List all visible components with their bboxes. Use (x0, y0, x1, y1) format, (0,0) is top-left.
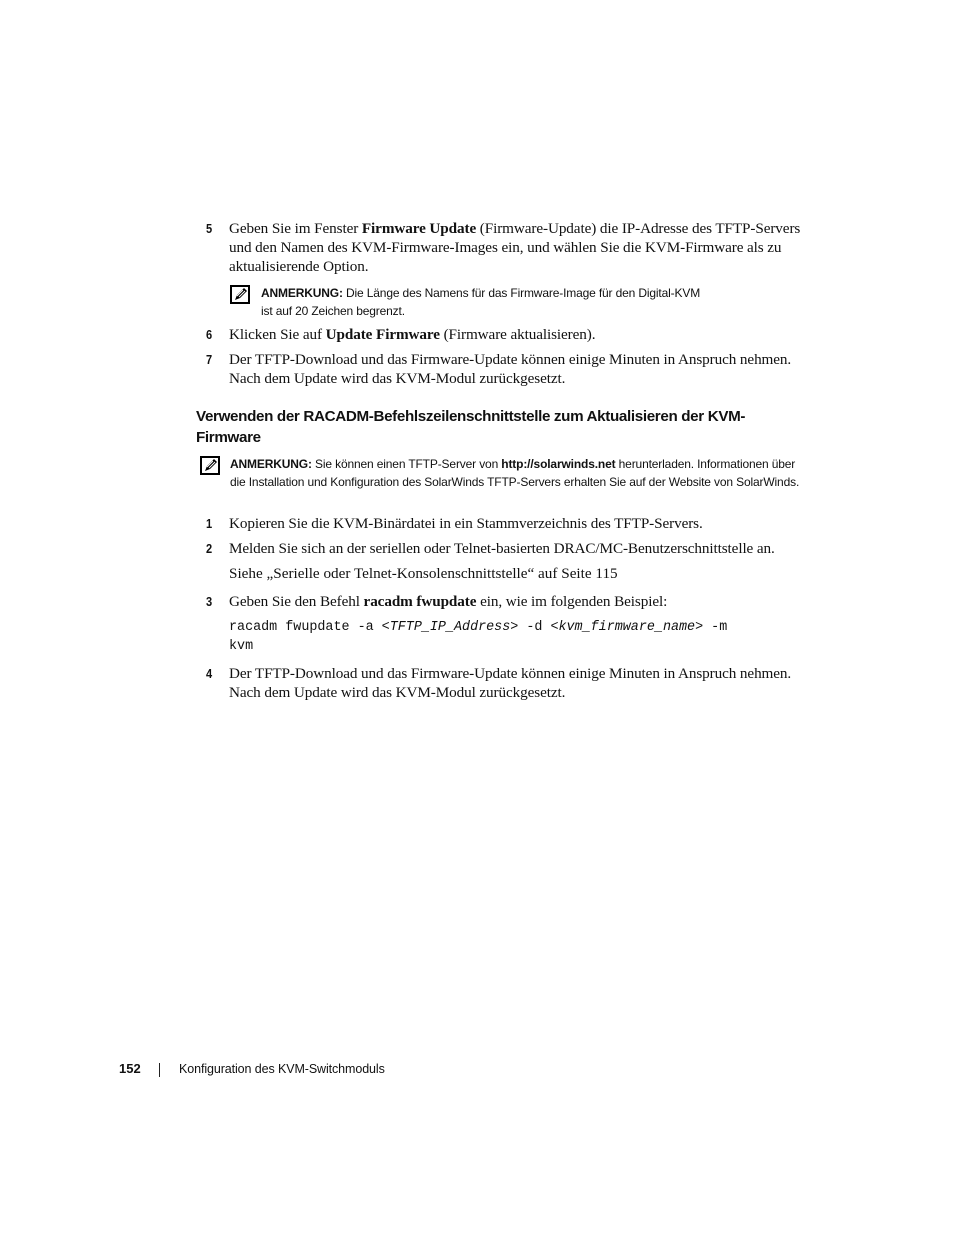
code-variable-firmware-name: kvm_firmware_name (558, 620, 696, 635)
note-firmware-name-length: ANMERKUNG: Die Länge des Namens für das Firmware-Image für den Digital-KVM ist auf 20 Zeichen begrenzt. (261, 286, 701, 318)
step-5 (206, 219, 816, 276)
step-text: Der TFTP-Download und das Firmware-Update können einige Minuten in Anspruch nehmen. Nach dem Update wird das KVM-Modul zurückgesetzt. (229, 351, 792, 387)
ui-term-firmware-update: Firmware Update (361, 220, 477, 237)
note-label: ANMERKUNG: (230, 457, 312, 471)
step-number: 6 (206, 327, 213, 342)
step-7 (206, 350, 816, 388)
step-text: Kopieren Sie die KVM-Binärdatei in ein Stammverzeichnis des TFTP-Servers. (229, 515, 703, 532)
cross-reference: Siehe „Serielle oder Telnet-Konsolenschnittstelle“ auf Seite 115 (229, 565, 618, 582)
note-tftp-server: ANMERKUNG: Sie können einen TFTP-Server von http://solarwinds.net herunterladen. Informationen über die Installation und Konfiguration des SolarWinds TFTP-Servers erhalten Sie auf der Website von SolarWinds. (230, 457, 800, 489)
step-number: 1 (206, 516, 213, 531)
step-2 (206, 539, 816, 558)
chapter-title: Konfiguration des KVM-Switchmoduls (179, 1062, 385, 1076)
note-label: ANMERKUNG: (261, 286, 343, 300)
footer-divider (159, 1063, 160, 1077)
step-number: 7 (206, 352, 213, 367)
step-number: 3 (206, 594, 213, 609)
step-text: Melden Sie sich an der seriellen oder Telnet-basierten DRAC/MC-Benutzerschnittstelle an. (229, 540, 775, 557)
code-variable-ip: TFTP_IP_Address (389, 620, 511, 635)
note-pencil-icon (230, 285, 250, 304)
ui-term-update-firmware: Update Firmware (325, 326, 440, 343)
solarwinds-link[interactable]: http://solarwinds.net (501, 457, 616, 471)
step-number: 2 (206, 541, 213, 556)
step-6 (206, 325, 816, 344)
step-number: 4 (206, 666, 213, 681)
section-heading: Verwenden der RACADM-Befehlszeilenschnittstelle zum Aktualisieren der KVM-Firmware (196, 408, 746, 446)
step-number: 5 (206, 221, 213, 236)
step-text: Der TFTP-Download und das Firmware-Update können einige Minuten in Anspruch nehmen. Nach dem Update wird das KVM-Modul zurückgesetzt. (229, 665, 792, 701)
step-1 (206, 514, 816, 533)
step-4 (206, 664, 816, 702)
page-number: 152 (119, 1061, 141, 1076)
command-example: racadm fwupdate -a <TFTP_IP_Address> -d <kvm_firmware_name> -m kvm (229, 620, 728, 654)
step-text: Geben Sie im Fenster Firmware Update (Firmware-Update) die IP-Adresse des TFTP-Servers und den Namen des KVM-Firmware-Images ein, und wählen Sie die KVM-Firmware als zu aktualisierende Option. (229, 220, 801, 275)
step-3 (206, 592, 816, 611)
step-text: Geben Sie den Befehl racadm fwupdate ein, wie im folgenden Beispiel: (229, 593, 668, 610)
step-text: Klicken Sie auf Update Firmware (Firmware aktualisieren). (229, 326, 596, 343)
note-pencil-icon (200, 456, 220, 475)
command-name: racadm fwupdate (363, 593, 477, 610)
